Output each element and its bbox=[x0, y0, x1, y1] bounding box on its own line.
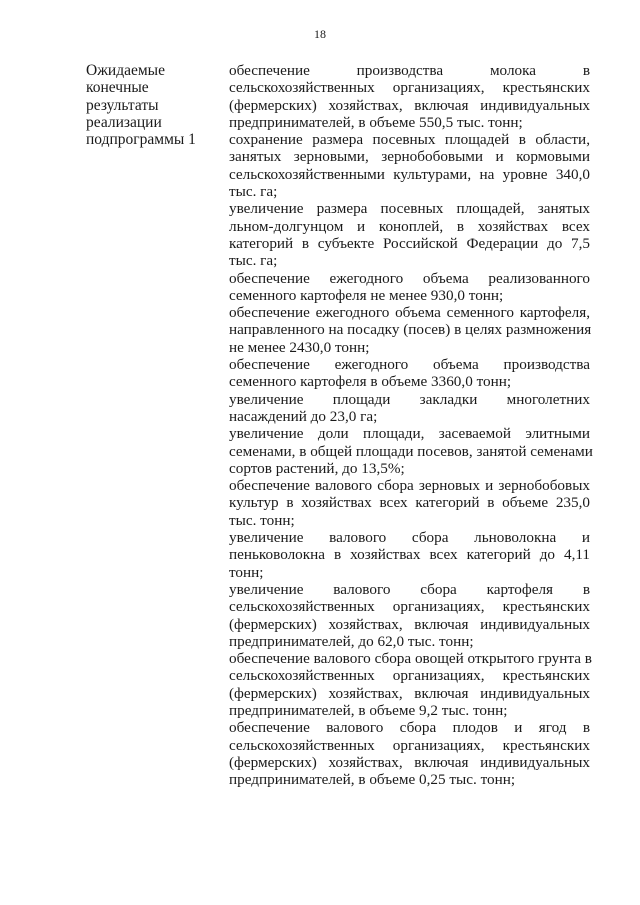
result-item bbox=[229, 425, 593, 477]
result-item bbox=[229, 131, 590, 200]
result-item-line: сельскохозяйственными культурами, на уровне 340,0 bbox=[229, 165, 590, 183]
result-item-line: (фермерских) хозяйствах, включая индивидуальных bbox=[229, 753, 590, 771]
results-list bbox=[229, 62, 593, 789]
result-item bbox=[229, 529, 590, 581]
result-item bbox=[229, 304, 590, 356]
result-item-line: увеличение площади закладки многолетних bbox=[229, 390, 590, 408]
section-label-line: конечные bbox=[86, 79, 149, 97]
result-item-line: обеспечение ежегодного объема семенного картофеля, bbox=[229, 304, 590, 322]
result-item bbox=[229, 62, 590, 131]
result-item-line: не менее 2430,0 тонн; bbox=[229, 338, 370, 356]
result-item bbox=[229, 477, 590, 529]
result-item bbox=[229, 650, 590, 719]
section-label-line: подпрограммы 1 bbox=[86, 131, 196, 149]
result-item bbox=[229, 270, 590, 305]
result-item-line: тыс. га; bbox=[229, 252, 278, 270]
result-item-line: льном-долгунцом и коноплей, в хозяйствах всех bbox=[229, 217, 590, 235]
section-label-line: реализации bbox=[86, 113, 162, 131]
result-item-line: пеньковолокна в хозяйствах всех категорий до 4,11 bbox=[229, 546, 590, 564]
result-item-line: обеспечение ежегодного объема производства bbox=[229, 356, 590, 374]
result-item-line: обеспечение валового сбора плодов и ягод в bbox=[229, 719, 590, 737]
result-item-line: сохранение размера посевных площадей в области, bbox=[229, 131, 590, 149]
result-item-line: сельскохозяйственных организациях, крестьянских bbox=[229, 736, 590, 754]
result-item bbox=[229, 581, 590, 650]
page-number: 18 bbox=[314, 27, 326, 41]
result-item-line: (фермерских) хозяйствах, включая индивидуальных bbox=[229, 615, 590, 633]
result-item-line: увеличение валового сбора льноволокна и bbox=[229, 529, 590, 547]
result-item-line: занятых зерновыми, зернобобовыми и кормовыми bbox=[229, 148, 590, 166]
result-item bbox=[229, 200, 590, 269]
section-label-line: результаты bbox=[86, 96, 159, 114]
result-item bbox=[229, 719, 590, 788]
result-item bbox=[229, 391, 590, 426]
result-item-line: семенного картофеля в объеме 3360,0 тонн; bbox=[229, 373, 512, 391]
result-item-line: категорий в субъекте Российской Федерации до 7,5 bbox=[229, 234, 590, 252]
result-item-line: тонн; bbox=[229, 563, 264, 581]
result-item bbox=[229, 356, 590, 391]
result-item-line: обеспечение валового сбора овощей открытого грунта в bbox=[229, 650, 592, 668]
result-item-line: сортов растений, до 13,5%; bbox=[229, 459, 405, 477]
section-label bbox=[86, 62, 216, 148]
result-item-line: сельскохозяйственных организациях, крестьянских bbox=[229, 79, 590, 97]
result-item-line: (фермерских) хозяйствах, включая индивидуальных bbox=[229, 684, 590, 702]
result-item-line: (фермерских) хозяйствах, включая индивидуальных bbox=[229, 96, 590, 114]
result-item-line: обеспечение валового сбора зерновых и зернобобовых bbox=[229, 477, 590, 495]
result-item-line: насаждений до 23,0 га; bbox=[229, 407, 378, 425]
result-item-line: обеспечение производства молока в bbox=[229, 62, 590, 79]
result-item-line: увеличение валового сбора картофеля в bbox=[229, 580, 590, 598]
result-item-line: увеличение размера посевных площадей, занятых bbox=[229, 200, 590, 218]
result-item-line: увеличение доли площади, засеваемой элитными bbox=[229, 425, 590, 443]
result-item-line: культур в хозяйствах всех категорий в объеме 235,0 bbox=[229, 494, 590, 512]
result-item-line: направленного на посадку (посев) в целях размножения bbox=[229, 321, 592, 339]
result-item-line: предпринимателей, в объеме 9,2 тыс. тонн; bbox=[229, 701, 508, 719]
result-item-line: предпринимателей, до 62,0 тыс. тонн; bbox=[229, 632, 474, 650]
result-item-line: обеспечение ежегодного объема реализованного bbox=[229, 269, 590, 287]
result-item-line: тыс. тонн; bbox=[229, 511, 295, 529]
result-item-line: предпринимателей, в объеме 0,25 тыс. тонн; bbox=[229, 771, 516, 789]
result-item-line: сельскохозяйственных организациях, крестьянских bbox=[229, 598, 590, 616]
section-label-line: Ожидаемые bbox=[86, 62, 165, 79]
result-item-line: семенного картофеля не менее 930,0 тонн; bbox=[229, 286, 504, 304]
result-item-line: тыс. га; bbox=[229, 183, 278, 201]
result-item-line: семенами, в общей площади посевов, занятой семенами bbox=[229, 442, 593, 460]
result-item-line: сельскохозяйственных организациях, крестьянских bbox=[229, 667, 590, 685]
result-item-line: предпринимателей, в объеме 550,5 тыс. тонн; bbox=[229, 113, 523, 131]
